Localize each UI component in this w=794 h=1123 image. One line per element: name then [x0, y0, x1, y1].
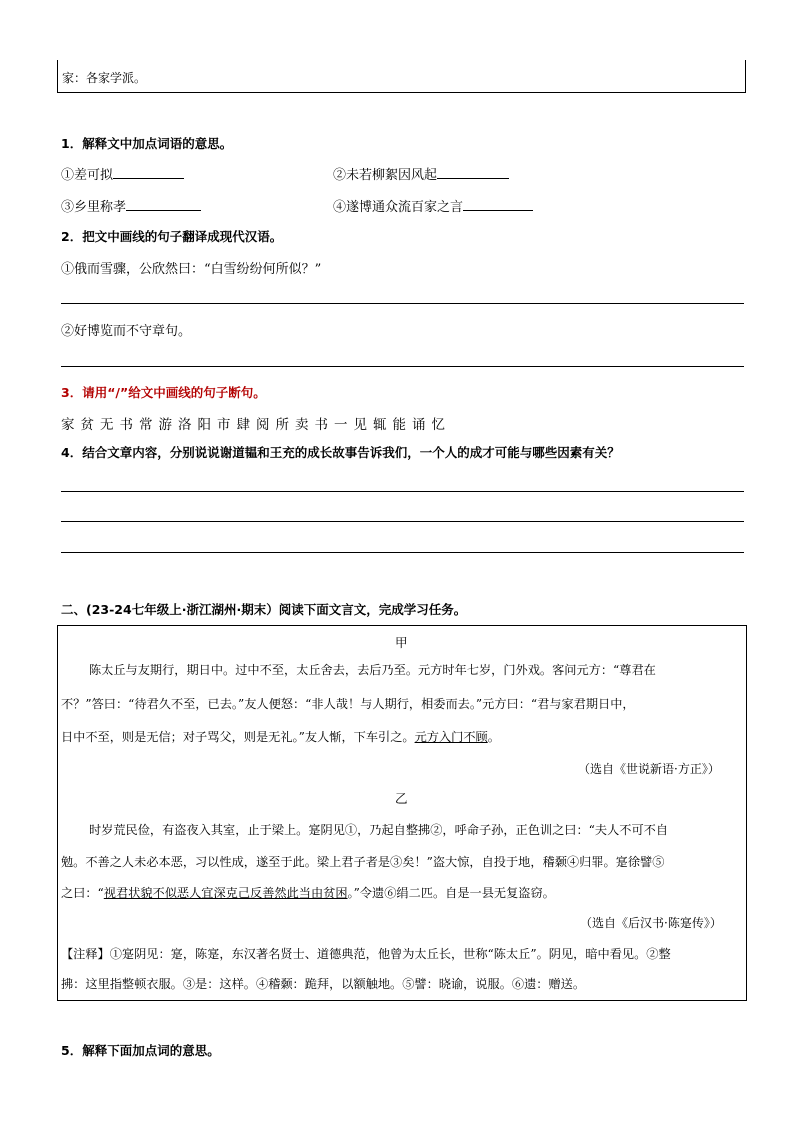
- q1-item-1-label: ①差可拟: [61, 168, 114, 183]
- passage-jia-heading: 甲: [395, 635, 408, 650]
- passage-yi-heading: 乙: [395, 791, 408, 806]
- underlined-sentence: 元方入门不顾: [414, 730, 488, 744]
- answer-line[interactable]: [61, 521, 744, 522]
- answer-blank[interactable]: [113, 166, 184, 179]
- underlined-sentence: 视君状貌不似恶人宜深克己反善然此当由贫困: [103, 886, 348, 900]
- passage-yi-line-1: 时岁荒民俭，有盗夜入其室，止于梁上。寔阴见①，乃起自整拂②，呼命子孙，正色训之曰：“夫人不可不自: [89, 823, 669, 837]
- passage-jia-line-3-text: 日中不至，则是无信；对子骂父，则是无礼。”友人惭，下车引之。: [61, 730, 415, 744]
- question-1-title: 1．解释文中加点词语的意思。: [61, 136, 233, 151]
- question-4-title: 4．结合文章内容，分别说说谢道韫和王充的成长故事告诉我们，一个人的成才可能与哪些因素有关？: [61, 445, 620, 460]
- passage-jia-line-3: [61, 728, 500, 745]
- q1-item-4: [333, 196, 533, 215]
- answer-line[interactable]: [61, 491, 744, 492]
- q1-item-2-label: ②未若柳絮因风起: [333, 168, 438, 183]
- question-2-title: 2．把文中画线的句子翻译成现代汉语。: [61, 229, 283, 244]
- answer-line[interactable]: [61, 303, 744, 304]
- answer-line[interactable]: [61, 552, 744, 553]
- continued-passage-box: [57, 60, 746, 93]
- passage-yi-line-3: [61, 884, 555, 901]
- answer-blank[interactable]: [463, 198, 533, 211]
- answer-blank[interactable]: [126, 198, 201, 211]
- passage-yi-line-2: 勉。不善之人未必本恶，习以性成，遂至于此。梁上君子者是③矣！”盗大惊，自投于地，稽颡④归罪。寔徐譬⑤: [61, 855, 665, 869]
- passage-jia-source: （选自《世说新语·方正》）: [578, 762, 720, 776]
- q1-item-4-label: ④遂博通众流百家之言: [333, 200, 464, 215]
- notes-line-2: 拂：这里指整顿衣服。③是：这样。④稽颡：跪拜，以额触地。⑤譬：晓谕，说服。⑥遗：赠送。: [61, 977, 586, 991]
- q1-item-3: [61, 196, 201, 215]
- question-5-title: 5．解释下面加点词的意思。: [61, 1043, 220, 1058]
- punctuation-text: 家贫无书常游洛阳市肆阅所卖书一见辄能诵忆: [61, 417, 451, 433]
- answer-blank[interactable]: [437, 166, 509, 179]
- passage-yi-source: （选自《后汉书·陈寔传》）: [580, 916, 722, 930]
- q2-sentence-2: ②好博览而不守章句。: [61, 324, 192, 339]
- answer-line[interactable]: [61, 366, 744, 367]
- passage-jia-line-1: 陈太丘与友期行，期日中。过中不至，太丘舍去，去后乃至。元方时年七岁，门外戏。客问元方：“尊君在: [89, 663, 656, 677]
- question-3-title: 3．请用“/”给文中画线的句子断句。: [61, 385, 266, 400]
- passage-yi-line-3-pre: 之曰：“: [61, 886, 104, 900]
- q1-item-1: [61, 164, 184, 183]
- sentence-end: 。: [487, 730, 500, 744]
- notes-line-1: 【注释】①寔阴见：寔，陈寔，东汉著名贤士、道德典范，他曾为太丘长，世称“陈太丘”。阴见，暗中看见。②整: [61, 947, 671, 961]
- q1-item-3-label: ③乡里称孝: [61, 200, 127, 215]
- passage-jia-line-2: 不？”答曰：“待君久不至，已去。”友人便怒：“非人哉！与人期行，相委而去。”元方曰：“君与家君期日中，: [61, 697, 635, 711]
- q1-item-2: [333, 164, 509, 183]
- passage-yi-line-3-post: 。”令遗⑥绢二匹。自是一县无复盗窃。: [347, 886, 555, 900]
- passage-tail-text: 家：各家学派。: [62, 71, 147, 85]
- section-2-title: 二、(23-24七年级上·浙江湖州·期末）阅读下面文言文，完成学习任务。: [61, 602, 467, 617]
- q2-sentence-1: ①俄而雪骤，公欣然曰：“白雪纷纷何所似？”: [61, 262, 322, 277]
